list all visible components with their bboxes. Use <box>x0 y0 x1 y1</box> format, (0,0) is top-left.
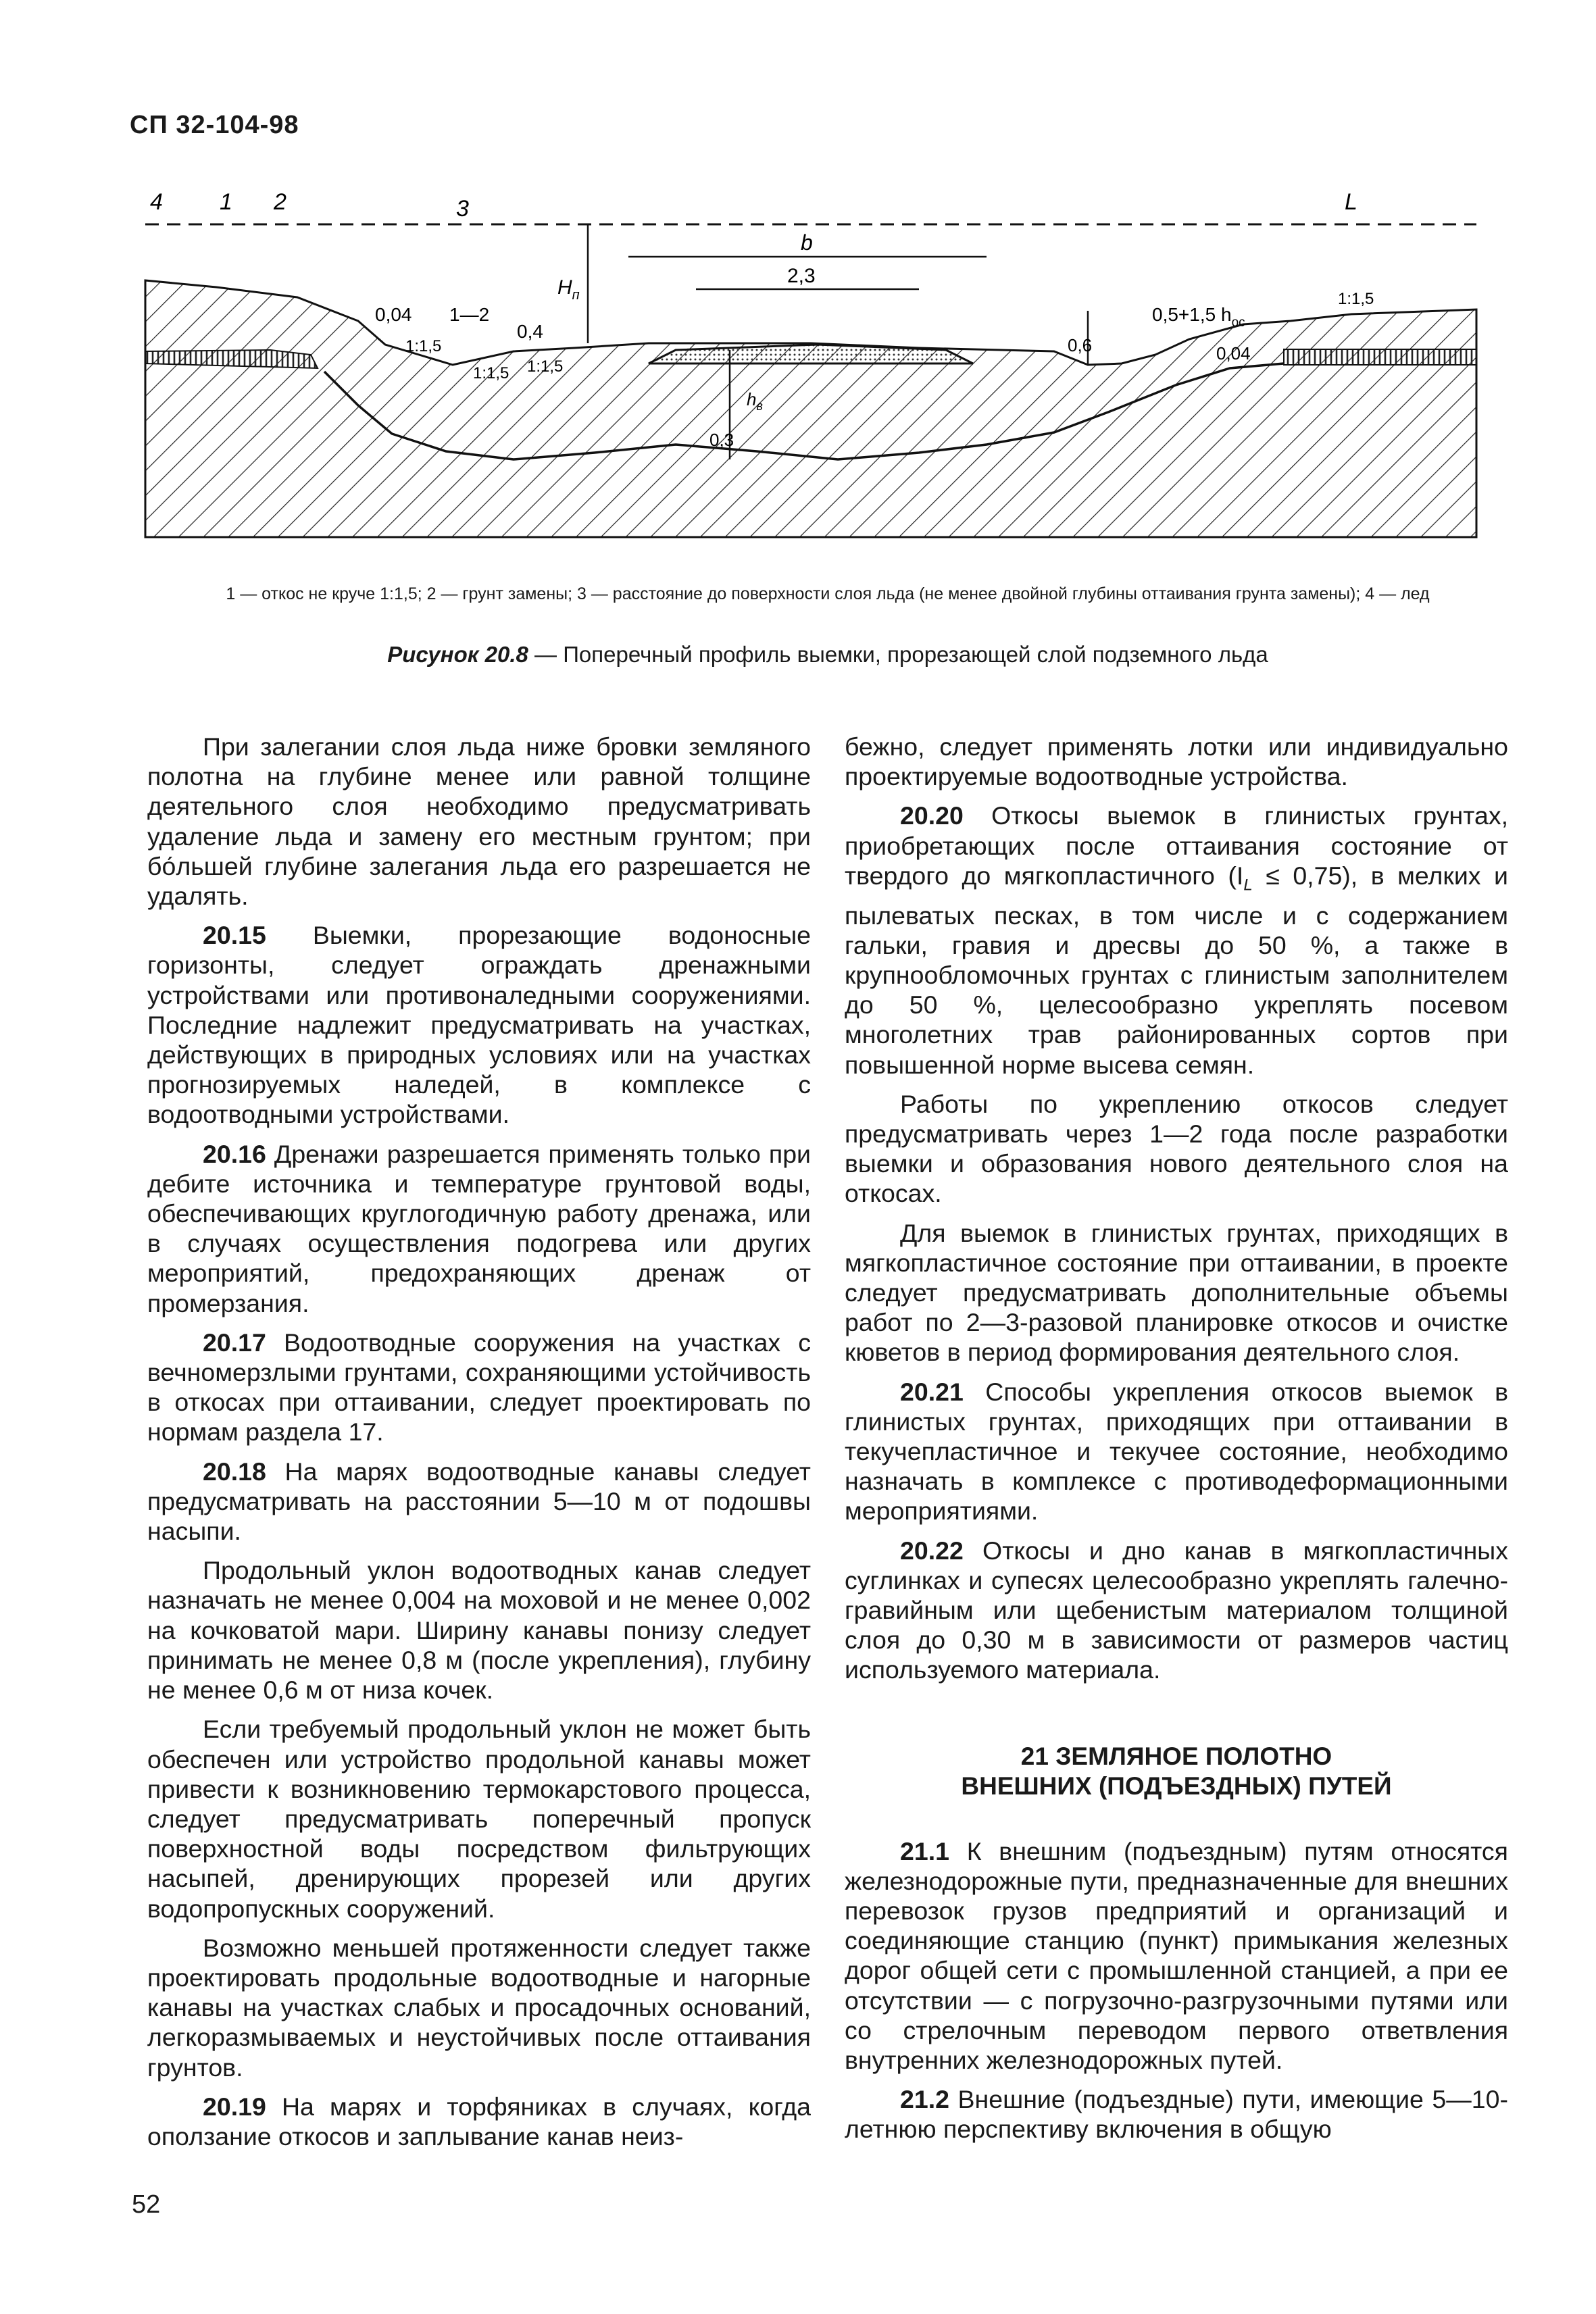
paragraph <box>147 2092 811 2151</box>
cross-section-figure <box>135 182 1487 561</box>
section-title-line1: 21 ЗЕМЛЯНОЕ ПОЛОТНО <box>1020 1742 1332 1770</box>
paragraph <box>147 732 811 911</box>
label-4: 4 <box>150 189 163 215</box>
paragraph-text: Возможно меньшей протяженности следует также проектировать продольные водоотводные и нагорные канавы на участках слабых и просадочных оснований, легкоразмываемых и неустойчивых после оттаивания грунтов. <box>147 1933 811 2082</box>
clause-number: 20.19 <box>203 2092 266 2121</box>
paragraph-text-tail: ≤ 0,75), в мелких и пылеватых песках, в том числе и с содержанием гальки, гравия и дресвы до 50 %, а также в крупнообломочных грунтах с глинистым заполнителем до 50 %, целесообразно укреплять посевом многолетних трав районированных сортов при повышенной норме высева семян. <box>845 861 1508 1079</box>
clause-number: 20.16 <box>203 1139 266 1168</box>
label-2-3: 2,3 <box>787 265 816 287</box>
paragraph-text: На марях и торфяниках в случаях, когда оползание откосов и заплывание канав неиз- <box>147 2092 811 2150</box>
ground-mass <box>145 280 1476 537</box>
figure-legend: 1 — откос не круче 1:1,5; 2 — грунт замены; 3 — расстояние до поверхности слоя льда (не менее двойной глубины оттаивания грунта замены); 4 — лед <box>226 584 1430 603</box>
clause-number: 20.22 <box>900 1536 964 1565</box>
label-slope-b: 1:1,5 <box>473 364 509 382</box>
paragraph <box>147 1457 811 1546</box>
subscript: L <box>1243 876 1253 895</box>
label-slope-right: 1:1,5 <box>1338 290 1374 308</box>
label-ditch: 0,5+1,5 $h_{ос}$ <box>1152 304 1245 330</box>
label-0-04-right: 0,04 <box>1216 343 1251 363</box>
label-2: 2 <box>274 189 286 215</box>
label-hn: $H_п$ <box>557 276 580 303</box>
label-b: b <box>801 230 813 255</box>
paragraph <box>147 1933 811 2082</box>
paragraph-text: Водоотводные сооружения на участках с вечномерзлыми грунтами, сохраняющими устойчивость в откосах при оттаивании, следует проектировать по нормам раздела 17. <box>147 1328 811 1447</box>
paragraph <box>845 1836 1508 2076</box>
label-1: 1 <box>220 189 232 215</box>
label-1-2: 1—2 <box>449 304 490 325</box>
paragraph-text: К внешним (подъездным) путям относятся железнодорожные пути, предназначенные для внешних перевозок грузов предприятий и организаций и соединяющие станцию (пункт) примыкания железных дорог общей сети с промышленной станцией, а при ее отсутствии — с погрузочно-разгрузочными путями или со стрелочным переводом первого ответвления внутренних железнодорожных путей. <box>845 1836 1508 2075</box>
clause-number: 20.20 <box>900 801 964 830</box>
cross-section-drawing <box>135 182 1487 561</box>
section-21-title <box>845 1742 1508 1801</box>
clause-number: 20.21 <box>900 1377 964 1406</box>
label-0-6: 0,6 <box>1068 335 1093 355</box>
paragraph-text: Выемки, прорезающие водоносные горизонты, следует ограждать дренажными устройствами или противоналедными сооружениями. Последние надлежит предусматривать на участках, действующих в природных условиях или на участках прогнозируемых наледей, в комплексе с водоотводными устройствами. <box>147 921 811 1129</box>
right-column <box>845 732 1508 2144</box>
paragraph <box>147 920 811 1129</box>
figure-caption <box>149 642 1507 668</box>
paragraph-text: Откосы и дно канав в мягкопластичных суглинках и супесях целесообразно укреплять галечно-гравийным или щебенистым материалом толщиной слоя до 0,30 м в зависимости от размеров частиц используемого материала. <box>845 1536 1508 1684</box>
left-column <box>147 732 811 2151</box>
paragraph <box>147 1555 811 1705</box>
caption-text: — Поперечный профиль выемки, прорезающей слой подземного льда <box>528 642 1268 667</box>
label-slope-c: 1:1,5 <box>527 357 564 376</box>
page-number: 52 <box>132 2190 161 2219</box>
ice-layer-right <box>1284 349 1476 365</box>
paragraph <box>845 801 1508 1079</box>
paragraph-text: Откосы выемок в глинистых грунтах, приобретающих после оттаивания состояние от твердого до мягкопластичного (I <box>845 801 1508 890</box>
clause-number: 20.15 <box>203 921 266 950</box>
label-0-4: 0,4 <box>517 321 543 342</box>
paragraph-text: Способы укрепления откосов выемок в глинистых грунтах, приходящих при оттаивании в текучепластичное и текучее состояние, необходимо назначать в комплексе с противодеформационными мероприятиями. <box>845 1377 1508 1526</box>
section-title-line2: ВНЕШНИХ (ПОДЪЕЗДНЫХ) ПУТЕЙ <box>961 1771 1392 1800</box>
clause-number: 21.1 <box>900 1836 949 1865</box>
clause-number: 20.17 <box>203 1328 266 1357</box>
clause-number: 20.18 <box>203 1457 266 1486</box>
caption-label: Рисунок 20.8 <box>387 642 528 667</box>
paragraph <box>845 1377 1508 1526</box>
paragraph-text: бежно, следует применять лотки или индивидуально проектируемые водоотводные устройства. <box>845 732 1508 791</box>
document-code: СП 32-104-98 <box>130 111 299 139</box>
paragraph-text: Дренажи разрешается применять только при дебите источника и температуре грунтовой воды, обеспечивающих круглогодичную работу дренажа, или в случаях осуществления подогрева или других мероприятий, предохраняющих дренаж от промерзания. <box>147 1139 811 1317</box>
paragraph <box>147 1714 811 1923</box>
paragraph-text: На марях водоотводные канавы следует предусматривать на расстоянии 5—10 м от подошвы насыпи. <box>147 1457 811 1546</box>
paragraph-text: Работы по укреплению откосов следует предусматривать через 1—2 года после разработки выемки и образования нового деятельного слоя на откосах. <box>845 1089 1508 1208</box>
paragraph-text: Продольный уклон водоотводных канав следует назначать не менее 0,004 на моховой и не менее 0,002 на кочковатой мари. Ширину канавы понизу следует принимать не менее 0,8 м (после укрепления), глубину не менее 0,6 м от низа кочек. <box>147 1556 811 1705</box>
paragraph <box>147 1139 811 1318</box>
label-0-04-left: 0,04 <box>375 304 412 325</box>
clause-number: 21.2 <box>900 2085 949 2114</box>
paragraph <box>845 1536 1508 1685</box>
paragraph <box>147 1328 811 1447</box>
paragraph <box>845 1218 1508 1367</box>
paragraph <box>845 2084 1508 2144</box>
paragraph <box>845 732 1508 791</box>
paragraph-text: Внешние (подъездные) пути, имеющие 5—10-летнюю перспективу включения в общую <box>845 2085 1508 2144</box>
paragraph <box>845 1089 1508 1209</box>
paragraph-text: Для выемок в глинистых грунтах, приходящих в мягкопластичное состояние при оттаивании, в проекте следует предусматривать дополнительные объемы работ по 2—3-разовой планировке откосов и очистке кюветов в период формирования деятельного слоя. <box>845 1218 1508 1367</box>
label-L: L <box>1345 189 1357 215</box>
paragraph-text: При залегании слоя льда ниже бровки земляного полотна на глубине менее или равной толщине деятельного слоя необходимо предусматривать удаление льда и замену его местным грунтом; при бо́льшей глубине залегания льда его разрешается не удалять. <box>147 732 811 911</box>
label-0-3: 0,3 <box>709 430 734 450</box>
label-hb: $h_в$ <box>747 389 763 413</box>
label-slope-a: 1:1,5 <box>405 337 442 355</box>
label-3: 3 <box>456 196 469 222</box>
paragraph-text: Если требуемый продольный уклон не может быть обеспечен или устройство продольной канавы может привести к возникновению термокарстового процесса, следует предусматривать поперечный пропуск поверхностной воды посредством фильтрующих насыпей, дренирующих прорезей или других водопропускных сооружений. <box>147 1715 811 1923</box>
